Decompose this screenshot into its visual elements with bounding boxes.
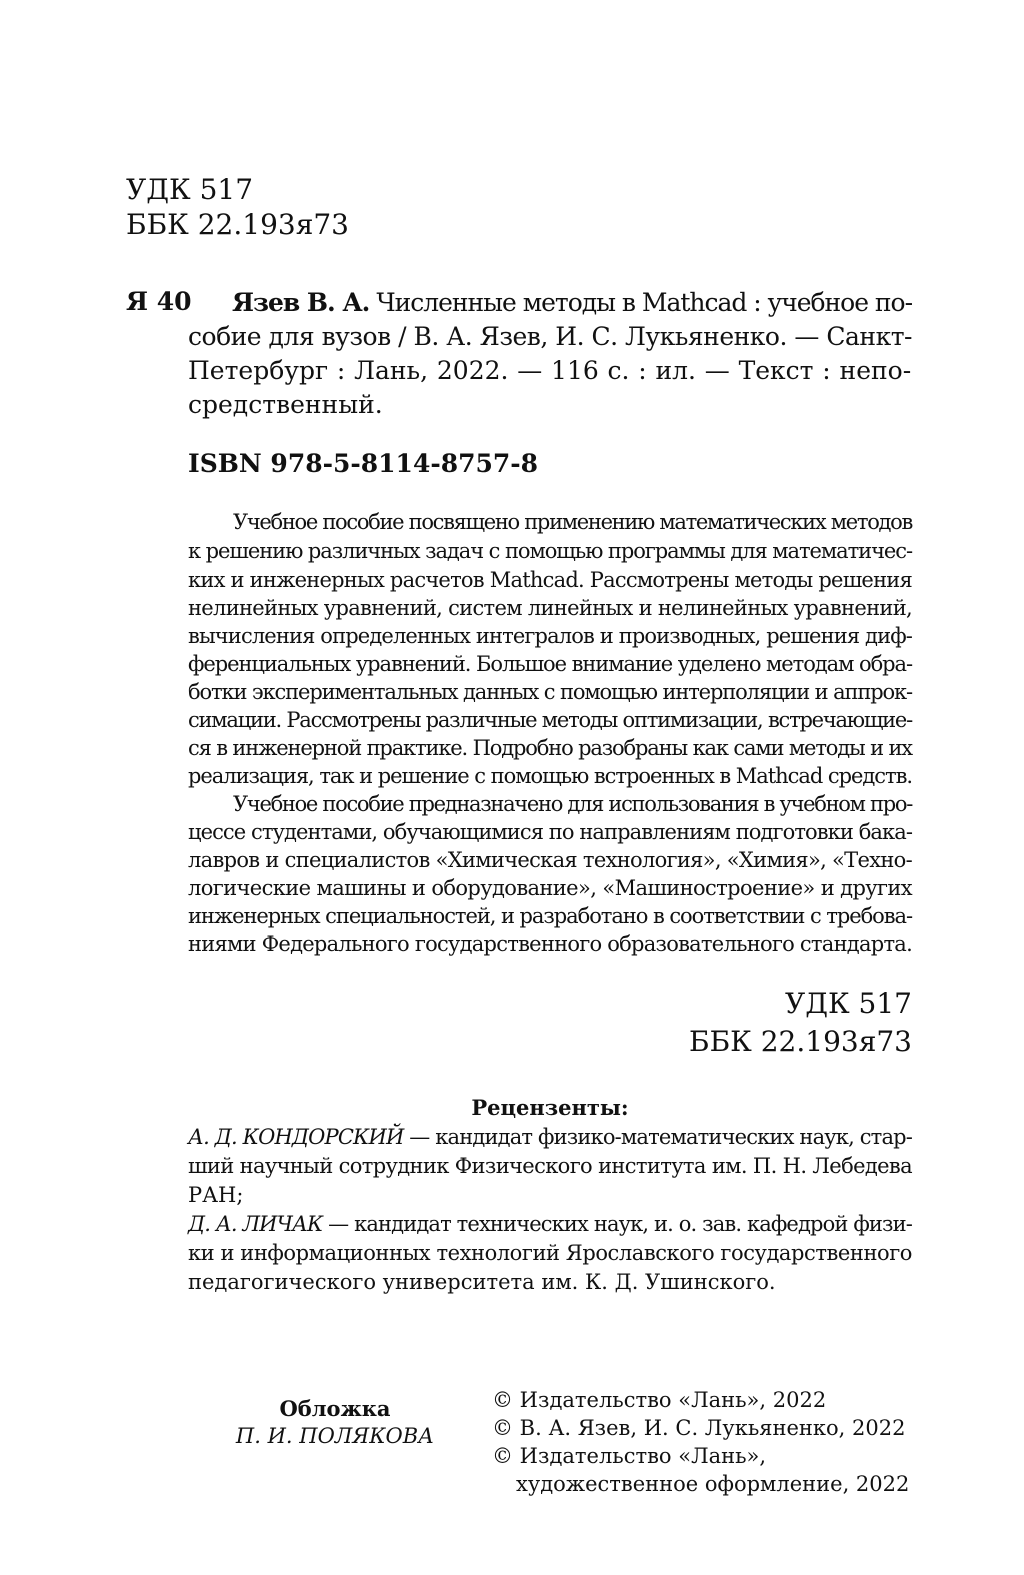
reviewers-title: Рецензенты:	[471, 1095, 629, 1120]
cover-designer: П. И. ПОЛЯКОВА	[235, 1424, 435, 1448]
annotation-line: инженерных специальностей, и разработано в соответствии с требова-	[188, 904, 912, 928]
bib-title-line: Численные методы в Mathcad : учебное по-	[376, 288, 913, 317]
annotation-line: к решению различных задач с помощью программы для математичес-	[188, 539, 912, 563]
annotation-line: лавров и специалистов «Химическая технология», «Химия», «Техно-	[188, 848, 912, 872]
annotation-line: ниями Федерального государственного образовательного стандарта.	[188, 932, 912, 956]
annotation-line: нелинейных уравнений, систем линейных и нелинейных уравнений,	[188, 596, 912, 620]
reviewer-1-line-3: РАН;	[188, 1183, 244, 1207]
bib-line-2: собие для вузов / В. А. Язев, И. С. Лукьяненко. — Санкт-	[188, 322, 912, 351]
bib-line-4: средственный.	[188, 390, 383, 419]
copyright-line: © Издательство «Лань», 2022	[492, 1388, 827, 1412]
annotation-line: ких и инженерных расчетов Mathcad. Рассмотрены методы решения	[188, 568, 912, 592]
reviewer-1-desc: — кандидат физико-математических наук, стар-	[403, 1125, 912, 1149]
udk-code-top: УДК 517	[126, 173, 254, 206]
bbk-code-top: ББК 22.193я73	[126, 208, 349, 241]
reviewer-2-name: Д. А. ЛИЧАК	[188, 1212, 323, 1236]
reviewer-1-line-2: ший научный сотрудник Физического института им. П. Н. Лебедева	[188, 1154, 912, 1178]
annotation-line: Учебное пособие посвящено применению математических методов	[233, 510, 912, 534]
udk-code-bottom: УДК 517	[784, 987, 912, 1020]
reviewer-2-line-2: ки и информационных технологий Ярославского государственного	[188, 1241, 912, 1265]
cover-label: Обложка	[279, 1396, 391, 1421]
annotation-line: цессе студентами, обучающимися по направлениям подготовки бака-	[188, 820, 912, 844]
reviewer-2-line-3: педагогического университета им. К. Д. Ушинского.	[188, 1270, 776, 1294]
author-sign: Я 40	[126, 287, 192, 316]
annotation-line: ботки экспериментальных данных с помощью интерполяции и аппрок-	[188, 680, 912, 704]
bib-line-3: Петербург : Лань, 2022. — 116 с. : ил. — Текст : непо-	[188, 356, 912, 385]
annotation-line: вычисления определенных интегралов и производных, решения диф-	[188, 624, 912, 648]
annotation-line: ференциальных уравнений. Большое внимание уделено методам обра-	[188, 652, 912, 676]
reviewer-2-line-1	[188, 1210, 912, 1238]
reviewer-1-line-1	[188, 1123, 912, 1151]
bib-author: Язев В. А.	[232, 288, 370, 317]
annotation-line: логические машины и оборудование», «Машиностроение» и других	[188, 876, 912, 900]
isbn: ISBN 978-5-8114-8757-8	[188, 449, 539, 478]
copyright-line: © Издательство «Лань»,	[492, 1444, 767, 1468]
reviewer-2-desc: — кандидат технических наук, и. о. зав. кафедрой физи-	[322, 1212, 912, 1236]
reviewer-1-name: А. Д. КОНДОРСКИЙ	[188, 1125, 404, 1149]
annotation-line: Учебное пособие предназначено для использования в учебном про-	[233, 792, 912, 816]
annotation-line: симации. Рассмотрены различные методы оптимизации, встречающие-	[188, 708, 912, 732]
bib-line-1	[232, 287, 912, 319]
copyright-line: © В. А. Язев, И. С. Лукьяненко, 2022	[492, 1416, 906, 1440]
annotation-line: реализация, так и решение с помощью встроенных в Mathcad средств.	[188, 764, 912, 788]
bbk-code-bottom: ББК 22.193я73	[689, 1025, 912, 1058]
copyright-line-last: художественное оформление, 2022	[516, 1472, 910, 1496]
annotation-line: ся в инженерной практике. Подробно разобраны как сами методы и их	[188, 736, 912, 760]
